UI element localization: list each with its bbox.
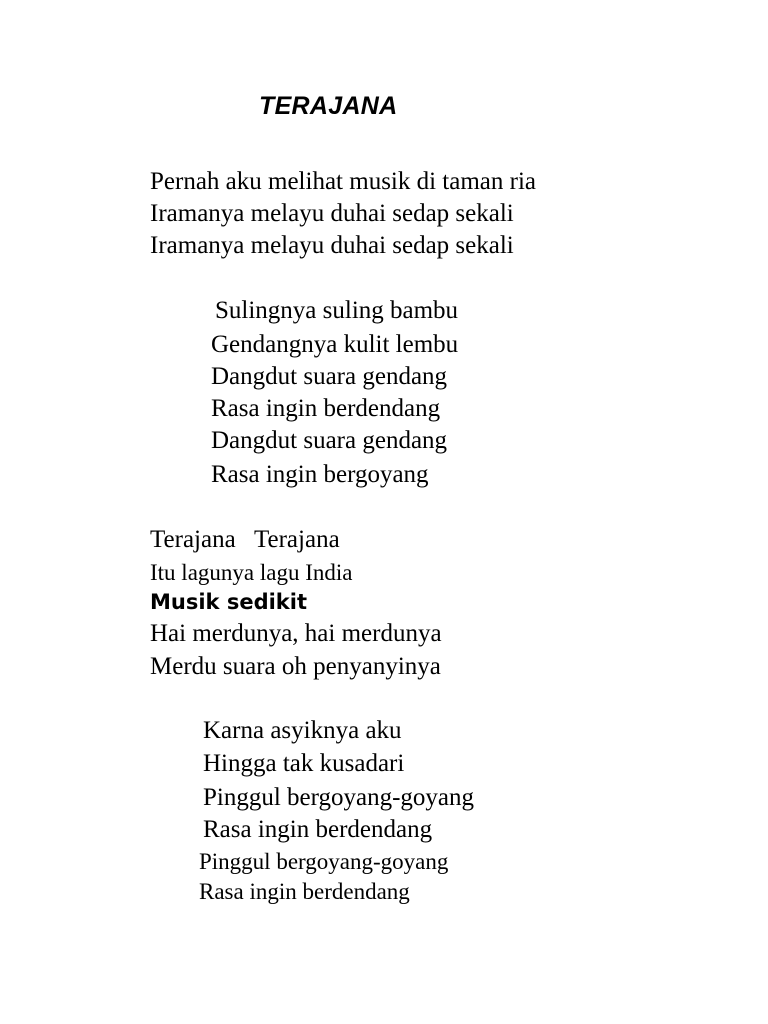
- lyric-line: Gendangnya kulit lembu: [211, 331, 459, 358]
- lyric-line: Hai merdunya, hai merdunya: [150, 620, 442, 647]
- lyric-line: Dangdut suara gendang: [211, 363, 448, 390]
- lyric-line: Dangdut suara gendang: [211, 427, 448, 454]
- lyric-line-emphasis: Musik sedikit: [150, 590, 307, 614]
- lyric-line: Itu lagunya lagu India: [150, 560, 353, 585]
- lyric-line: Pernah aku melihat musik di taman ria: [150, 168, 537, 195]
- lyric-line: Merdu suara oh penyanyinya: [150, 653, 441, 680]
- lyric-line: Rasa ingin berdendang: [211, 395, 441, 422]
- lyric-line: Iramanya melayu duhai sedap sekali: [150, 232, 514, 259]
- lyric-line: Rasa ingin berdendang: [199, 879, 410, 904]
- lyric-line: Iramanya melayu duhai sedap sekali: [150, 200, 514, 227]
- lyric-line: Pinggul bergoyang-goyang: [199, 849, 449, 874]
- lyric-line: Rasa ingin berdendang: [203, 816, 433, 843]
- lyric-line: Karna asyiknya aku: [203, 717, 402, 744]
- lyric-line: Sulingnya suling bambu: [215, 297, 459, 324]
- lyric-line: Terajana Terajana: [150, 526, 340, 553]
- lyric-line: Pinggul bergoyang-goyang: [203, 784, 475, 811]
- song-title: TERAJANA: [259, 92, 398, 120]
- lyric-line: Hingga tak kusadari: [203, 750, 405, 777]
- lyric-line: Rasa ingin bergoyang: [211, 461, 429, 488]
